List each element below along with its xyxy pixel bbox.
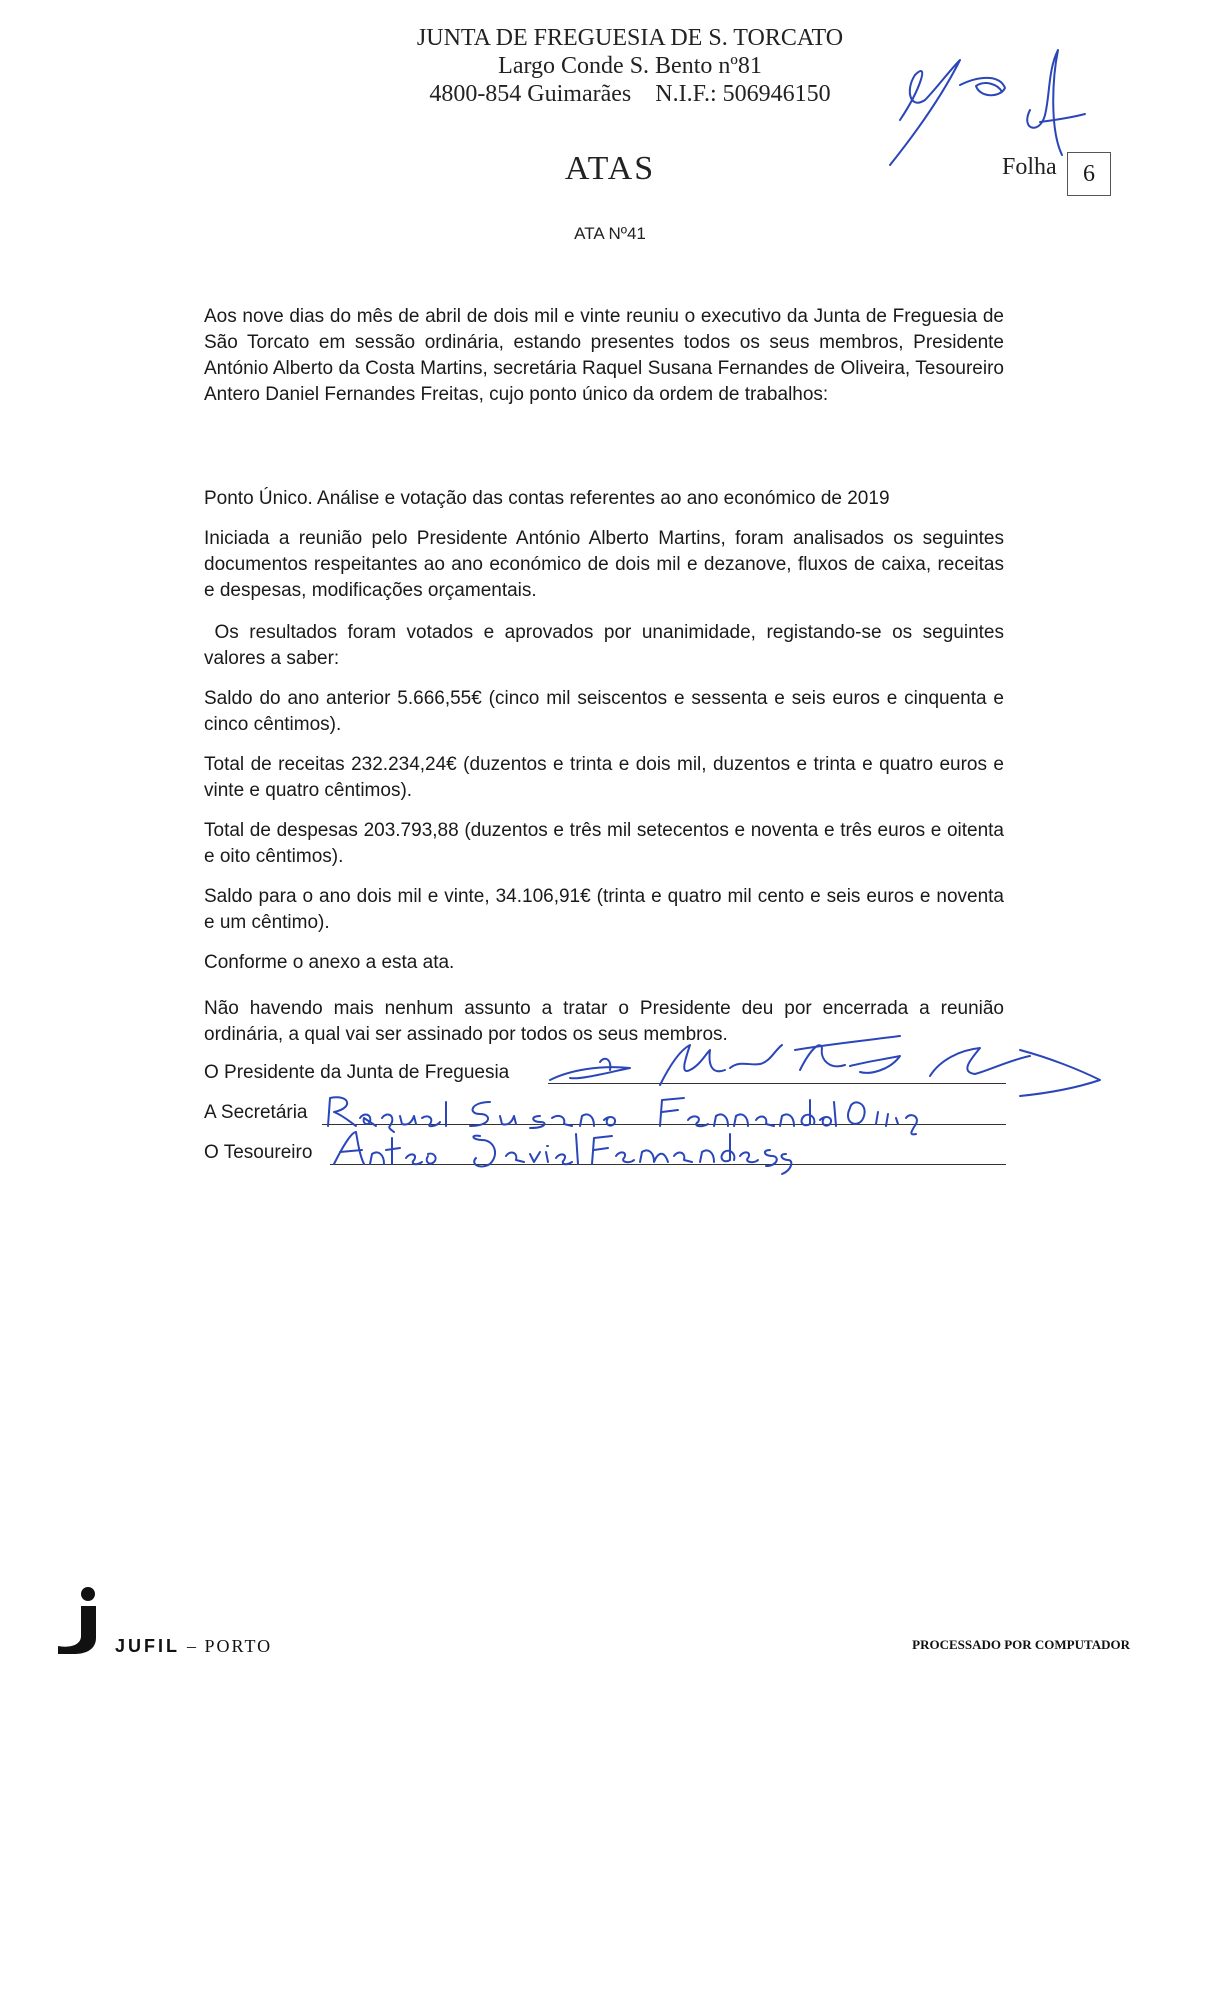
folha-number: 6: [1067, 152, 1111, 196]
jufil-logo-icon: [54, 1586, 110, 1654]
folha-label: Folha: [1002, 154, 1057, 180]
ponto-unico: Ponto Único. Análise e votação das contas referentes ao ano económico de 2019: [204, 488, 890, 509]
jufil-brand: JUFIL: [115, 1636, 181, 1656]
jufil-city: – PORTO: [187, 1636, 273, 1656]
saldo-anterior: Saldo do ano anterior 5.666,55€ (cinco mil seiscentos e sessenta e seis euros e cinquenta e cinco cêntimos).: [204, 688, 1004, 735]
org-name: JUNTA DE FREGUESIA DE S. TORCATO: [416, 25, 844, 51]
page-title: ATAS: [564, 150, 656, 187]
intro-paragraph: Aos nove dias do mês de abril de dois mil e vinte reuniu o executivo da Junta de Freguesia de São Torcato em sessão ordinária, estando presentes todos os seus membros, Presidente António Alberto da Costa Martins, secretária Raquel Susana Fernandes de Oliveira, Tesoureiro Antero Daniel Fernandes Freitas, cujo ponto único da ordem de trabalhos:: [204, 306, 1004, 405]
document-header: [300, 24, 960, 108]
org-city-nif: 4800-854 Guimarães N.I.F.: 506946150: [429, 81, 831, 107]
encerramento-paragraph: Não havendo mais nenhum assunto a tratar o Presidente deu por encerrada a reunião ordinária, a qual vai ser assinado por todos os seus membros.: [204, 998, 1004, 1045]
iniciada-paragraph: Iniciada a reunião pelo Presidente António Alberto Martins, foram analisados os seguintes documentos respeitantes ao ano económico de dois mil e dezanove, fluxos de caixa, receitas e despesas, modificações orçamentais.: [204, 528, 1004, 601]
saldo-2020: Saldo para o ano dois mil e vinte, 34.106,91€ (trinta e quatro mil cento e seis euros e noventa e um cêntimo).: [204, 886, 1004, 933]
processed-by-computer: PROCESSADO POR COMPUTADOR: [912, 1637, 1130, 1652]
initials-signature: [880, 40, 1100, 170]
resultados-paragraph: Os resultados foram votados e aprovados por unanimidade, registando-se os seguintes valores a saber:: [204, 622, 1010, 669]
secretaria-label: A Secretária: [204, 1102, 308, 1123]
tesoureiro-signature: [330, 1124, 800, 1180]
presidente-label: O Presidente da Junta de Freguesia: [204, 1062, 510, 1083]
tesoureiro-label: O Tesoureiro: [204, 1142, 313, 1163]
anexo-note: Conforme o anexo a esta ata.: [204, 952, 455, 973]
footer-brand: [115, 1636, 272, 1657]
ata-number: ATA Nº41: [574, 224, 646, 243]
total-despesas: Total de despesas 203.793,88 (duzentos e três mil setecentos e noventa e três euros e oitenta e oito cêntimos).: [204, 820, 1004, 867]
total-receitas: Total de receitas 232.234,24€ (duzentos e trinta e dois mil, duzentos e trinta e quatro euros e vinte e quatro cêntimos).: [204, 754, 1004, 801]
org-address: Largo Conde S. Bento nº81: [498, 53, 762, 79]
